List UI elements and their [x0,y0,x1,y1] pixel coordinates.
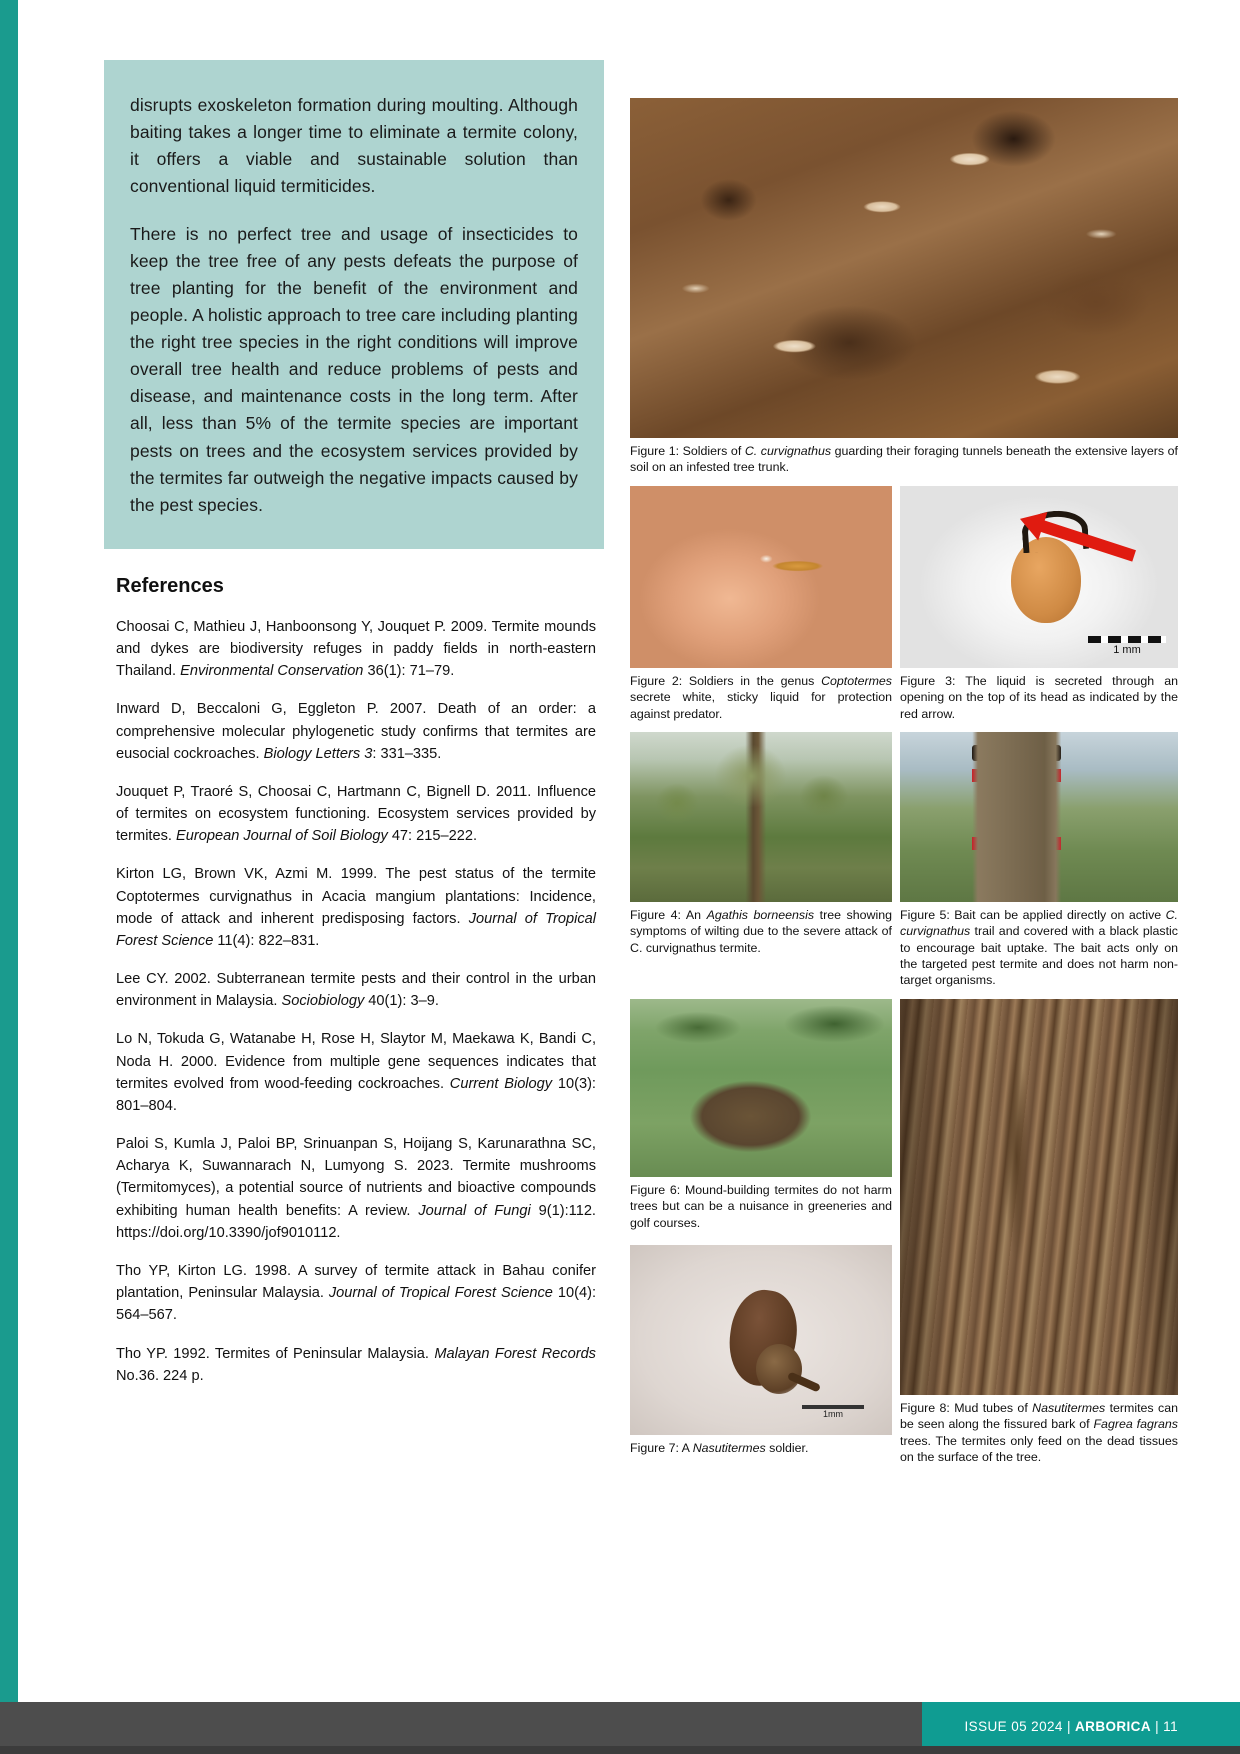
scale-bar-1mm [1088,636,1166,656]
figure-3-photo [900,486,1178,668]
figure-3-caption: Figure 3: The liquid is secreted through an opening on the top of its head as indicated by the red arrow. [900,673,1178,721]
figure-6-photo [630,999,892,1177]
figure-1-photo [630,98,1178,438]
figure-4 [630,732,892,989]
references-list [116,616,596,1387]
reference-item: Tho YP, Kirton LG. 1998. A survey of termite attack in Bahau conifer plantation, Peninsular Malaysia. Journal of Tropical Forest Science 10(4): 564–567. [116,1263,597,1324]
scale-bar-1mm-fig7 [802,1405,864,1419]
body-paragraph-2: There is no perfect tree and usage of insecticides to keep the tree free of any pests defeats the purpose of tree planting for the benefit of the environment and people. A holistic approach to tree care including planting the right tree species in the right conditions will improve overall tree health and reduce problems of pests and disease, and maintenance costs in the long term. After all, less than 5% of the termite species are important pests on trees and the ecosystem services provided by the termites far outweigh the negative impacts caused by the pest species. [130,223,578,515]
footer-page-number: | 11 [1155,1719,1178,1734]
figure-5-photo [900,732,1178,902]
reference-item: Tho YP. 1992. Termites of Peninsular Malaysia. Malayan Forest Records No.36. 224 p. [116,1345,596,1384]
figure-8 [900,999,1178,1466]
reference-item: Kirton LG, Brown VK, Azmi M. 1999. The pest status of the termite Coptotermes curvignathus in Acacia mangium plantations: Incidence, mode of attack and inherent predisposing factors. Journal of Tropical Forest Science 11(4): 822–831. [116,866,596,949]
figure-2-caption: Figure 2: Soldiers in the genus Coptotermes secrete white, sticky liquid for protection against predator. [630,673,892,721]
footer-bottom-bar [0,1746,1240,1754]
figure-5 [900,732,1178,989]
black-plastic-cover-shape [972,745,1061,761]
figure-8-photo [900,999,1178,1395]
figure-4-caption: Figure 4: An Agathis borneensis tree showing symptoms of wilting due to the severe attack of C. curvignathus termite. [630,907,892,955]
reference-item: Choosai C, Mathieu J, Hanboonsong Y, Jouquet P. 2009. Termite mounds and dykes are biodiversity refuges in paddy fields in north-eastern Thailand. Environmental Conservation 36(1): 71–79. [116,618,596,680]
figure-7-photo [630,1245,892,1435]
figure-3 [900,486,1178,722]
figure-6-caption: Figure 6: Mound-building termites do not harm trees but can be a nuisance in greeneries and golf courses. [630,1182,892,1230]
figure-7 [630,1245,892,1456]
reference-item: Lee CY. 2002. Subterranean termite pests and their control in the urban environment in Malaysia. Sociobiology 40(1): 3–9. [116,971,596,1010]
right-column-figures [630,98,1178,1465]
red-strap-lower [972,837,1061,850]
scale-bar-graphic [1088,636,1166,643]
highlighted-body-text [104,60,604,549]
figure-row-6-7-8 [630,999,1178,1466]
figure-column-6-7 [630,999,892,1457]
left-edge-accent-bar [0,0,18,1754]
figure-5-caption: Figure 5: Bait can be applied directly on active C. curvignathus trail and covered with a black plastic to encourage bait uptake. The bait acts only on the targeted pest termite and does not harm non-target organisms. [900,907,1178,988]
figure-7-caption: Figure 7: A Nasutitermes soldier. [630,1440,809,1455]
reference-item: Paloi S, Kumla J, Paloi BP, Srinuanpan S, Hoijang S, Karunarathna SC, Acharya K, Suwannarach N, Lumyong S. 2023. Termite mushrooms (Termitomyces), a potential source of nutrients and bioactive compounds exhibiting human health benefits: A review. Journal of Fungi 9(1):112. https://doi.org/10.3390/jof9010112. [116,1136,596,1241]
figure-1 [630,98,1178,476]
figure-row-2-3 [630,486,1178,722]
left-column [104,60,604,1403]
figure-8-caption: Figure 8: Mud tubes of Nasutitermes termites can be seen along the fissured bark of Fagrea fagrans trees. The termites only feed on the dead tissues on the surface of the tree. [900,1400,1178,1464]
footer-brand: ARBORICA [1075,1719,1151,1734]
reference-item: Jouquet P, Traoré S, Choosai C, Hartmann C, Bignell D. 2011. Influence of termites on ecosystem functioning. Ecosystem services provided by termites. European Journal of Soil Biology 47: 215–222. [116,783,596,845]
scale-bar-label: 1 mm [1113,643,1141,656]
red-strap-upper [972,769,1061,782]
figure-6 [630,999,892,1231]
footer-text [965,1719,1178,1734]
references-heading: References [116,574,224,597]
footer-issue: ISSUE 05 2024 | [964,1719,1071,1734]
reference-item: Inward D, Beccaloni G, Eggleton P. 2007. Death of an order: a comprehensive molecular phylogenetic study confirms that termites are eusocial cockroaches. Biology Letters 3: 331–335. [116,701,596,762]
termite-head-shape [756,1344,802,1394]
figure-2 [630,486,892,722]
reference-item: Lo N, Tokuda G, Watanabe H, Rose H, Slaytor M, Maekawa K, Bandi C, Noda H. 2000. Evidence from multiple gene sequences indicates that termites evolved from wood-feeding cockroaches. Current Biology 10(3): 801–804. [116,1031,596,1114]
figure-row-4-5 [630,732,1178,989]
figure-4-photo [630,732,892,902]
figure-2-photo [630,486,892,668]
figure-1-caption: Figure 1: Soldiers of C. curvignathus guarding their foraging tunnels beneath the extensive layers of soil on an infested tree trunk. [630,444,1178,475]
body-paragraph-1: disrupts exoskeleton formation during moulting. Although baiting takes a longer time to eliminate a termite colony, it offers a viable and sustainable solution than conventional liquid termiticides. [130,95,578,197]
scale-bar-label: 1mm [823,1408,843,1419]
